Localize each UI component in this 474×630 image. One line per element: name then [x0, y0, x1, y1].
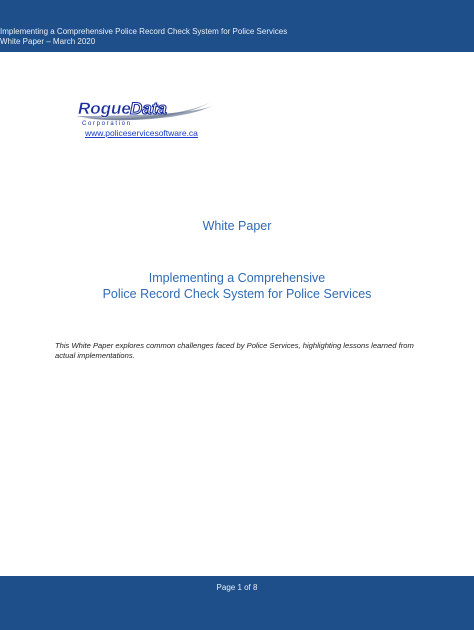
website-link[interactable]: www.policeservicesoftware.ca [85, 128, 198, 138]
header-title-line: Implementing a Comprehensive Police Record Check System for Police Services [0, 27, 288, 36]
document-title-line-1: Implementing a Comprehensive [148, 271, 326, 285]
document-type-label: White Paper [202, 219, 272, 233]
document-title-line-2: Police Record Check System for Police Services [102, 287, 372, 301]
rogue-data-logo [74, 94, 214, 128]
logo-wordmark-data: Data [130, 99, 167, 118]
logo-wordmark-rogue: Rogue [78, 99, 131, 118]
page-number: Page 1 of 8 [216, 583, 258, 592]
header-subtitle-line: White Paper – March 2020 [0, 37, 96, 46]
document-summary: This White Paper explores common challenges faced by Police Services, highlighting lessons learned from actual implementations. [55, 341, 414, 360]
logo-corporation: C o r p o r a t i o n [82, 121, 131, 127]
